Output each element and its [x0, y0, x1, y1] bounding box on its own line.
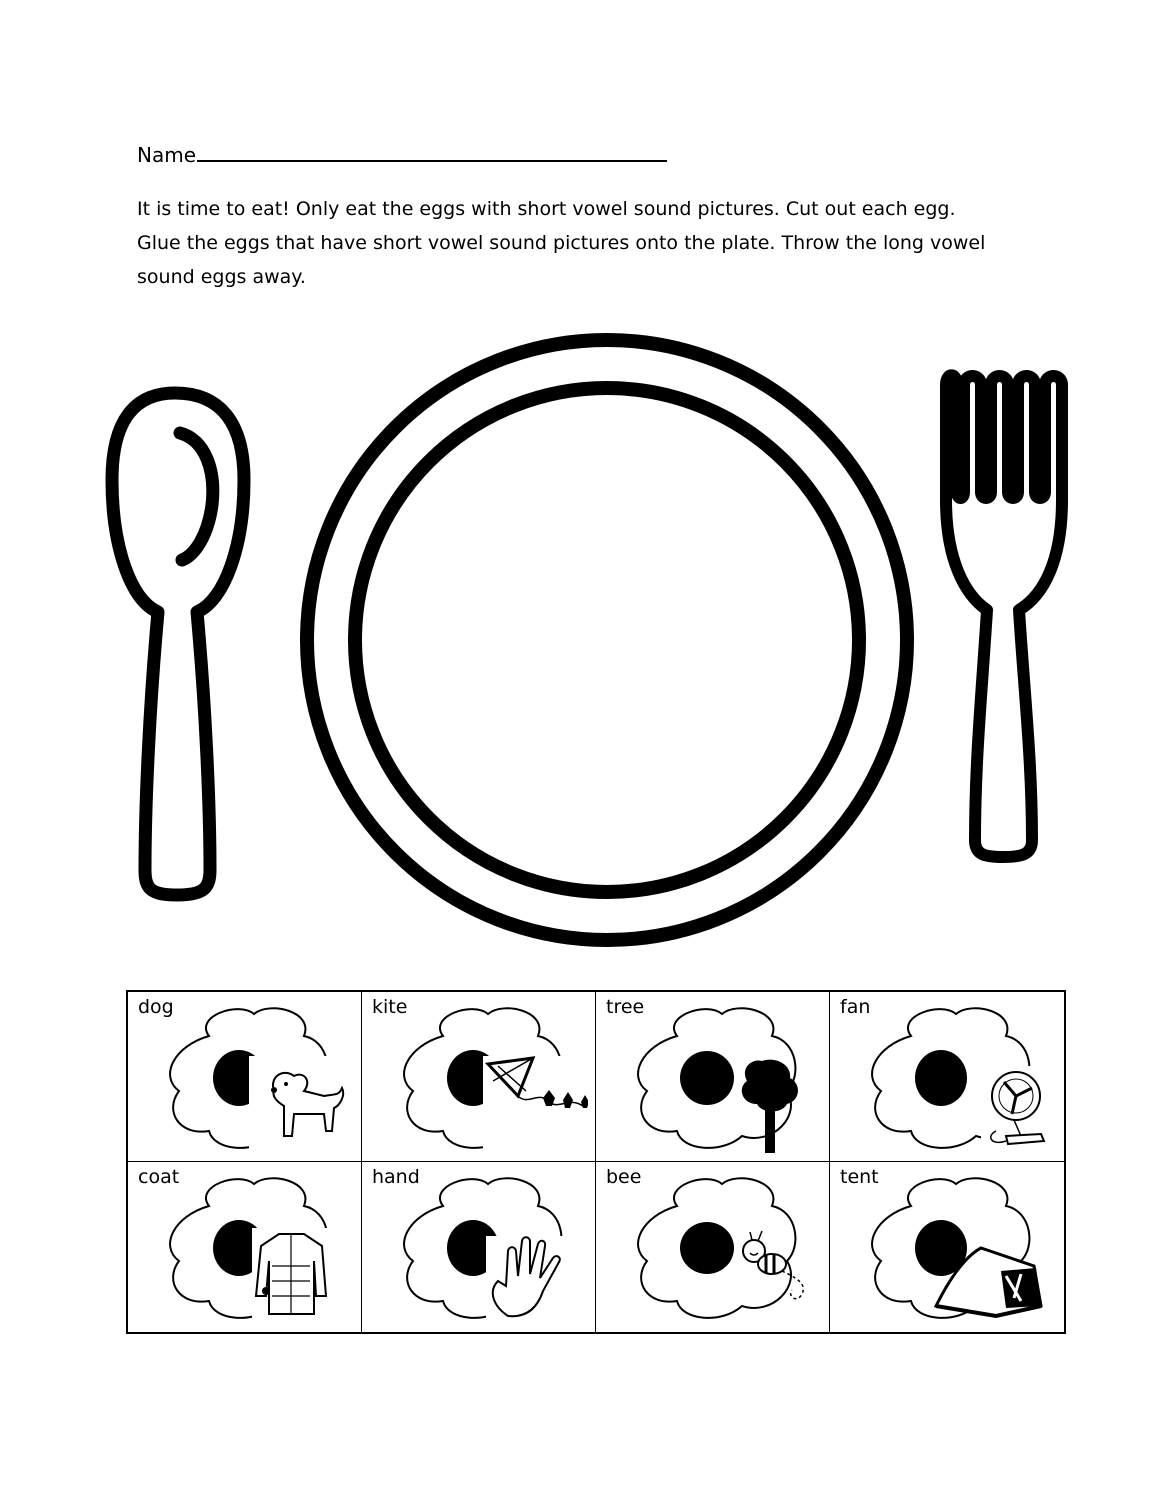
name-blank-line[interactable]	[197, 140, 667, 162]
egg-card-fan[interactable]	[830, 992, 1064, 1162]
coat-egg-icon	[154, 1166, 354, 1326]
egg-card-tent[interactable]	[830, 1162, 1064, 1332]
egg-word: kite	[372, 996, 408, 1018]
kite-icon	[483, 1056, 588, 1151]
spoon-icon	[112, 393, 244, 895]
egg-word: coat	[138, 1166, 180, 1188]
plate-icon	[307, 340, 907, 940]
egg-word: tree	[606, 996, 645, 1018]
kite-egg-icon	[388, 996, 588, 1156]
egg-cutout-grid	[126, 990, 1066, 1334]
hand-icon	[486, 1236, 586, 1326]
name-label: Name	[137, 143, 197, 167]
egg-word: fan	[840, 996, 871, 1018]
hand-egg-icon	[388, 1166, 588, 1326]
egg-card-kite[interactable]	[362, 992, 596, 1162]
egg-word: hand	[372, 1166, 420, 1188]
instruction-line: sound eggs away.	[137, 266, 306, 288]
instructions	[137, 192, 1017, 294]
fan-egg-icon	[856, 996, 1056, 1156]
tree-egg-icon	[622, 996, 822, 1156]
egg-word: tent	[840, 1166, 879, 1188]
egg-card-bee[interactable]	[596, 1162, 830, 1332]
fan-icon	[981, 1066, 1051, 1151]
dog-icon	[249, 1056, 344, 1151]
dog-egg-icon	[154, 996, 354, 1156]
instruction-line: It is time to eat! Only eat the eggs with short vowel sound pictures. Cut out each egg.	[137, 198, 956, 220]
fork-icon	[946, 375, 1062, 857]
egg-card-tree[interactable]	[596, 992, 830, 1162]
place-setting	[0, 300, 1156, 980]
bee-egg-icon	[622, 1166, 822, 1326]
coat-icon	[252, 1228, 332, 1323]
egg-card-hand[interactable]	[362, 1162, 596, 1332]
name-field[interactable]	[137, 140, 667, 167]
egg-card-dog[interactable]	[128, 992, 362, 1162]
egg-word: bee	[606, 1166, 642, 1188]
egg-word: dog	[138, 996, 174, 1018]
tent-egg-icon	[856, 1166, 1056, 1326]
egg-card-coat[interactable]	[128, 1162, 362, 1332]
instruction-line: Glue the eggs that have short vowel sound pictures onto the plate. Throw the long vowel	[137, 232, 986, 254]
